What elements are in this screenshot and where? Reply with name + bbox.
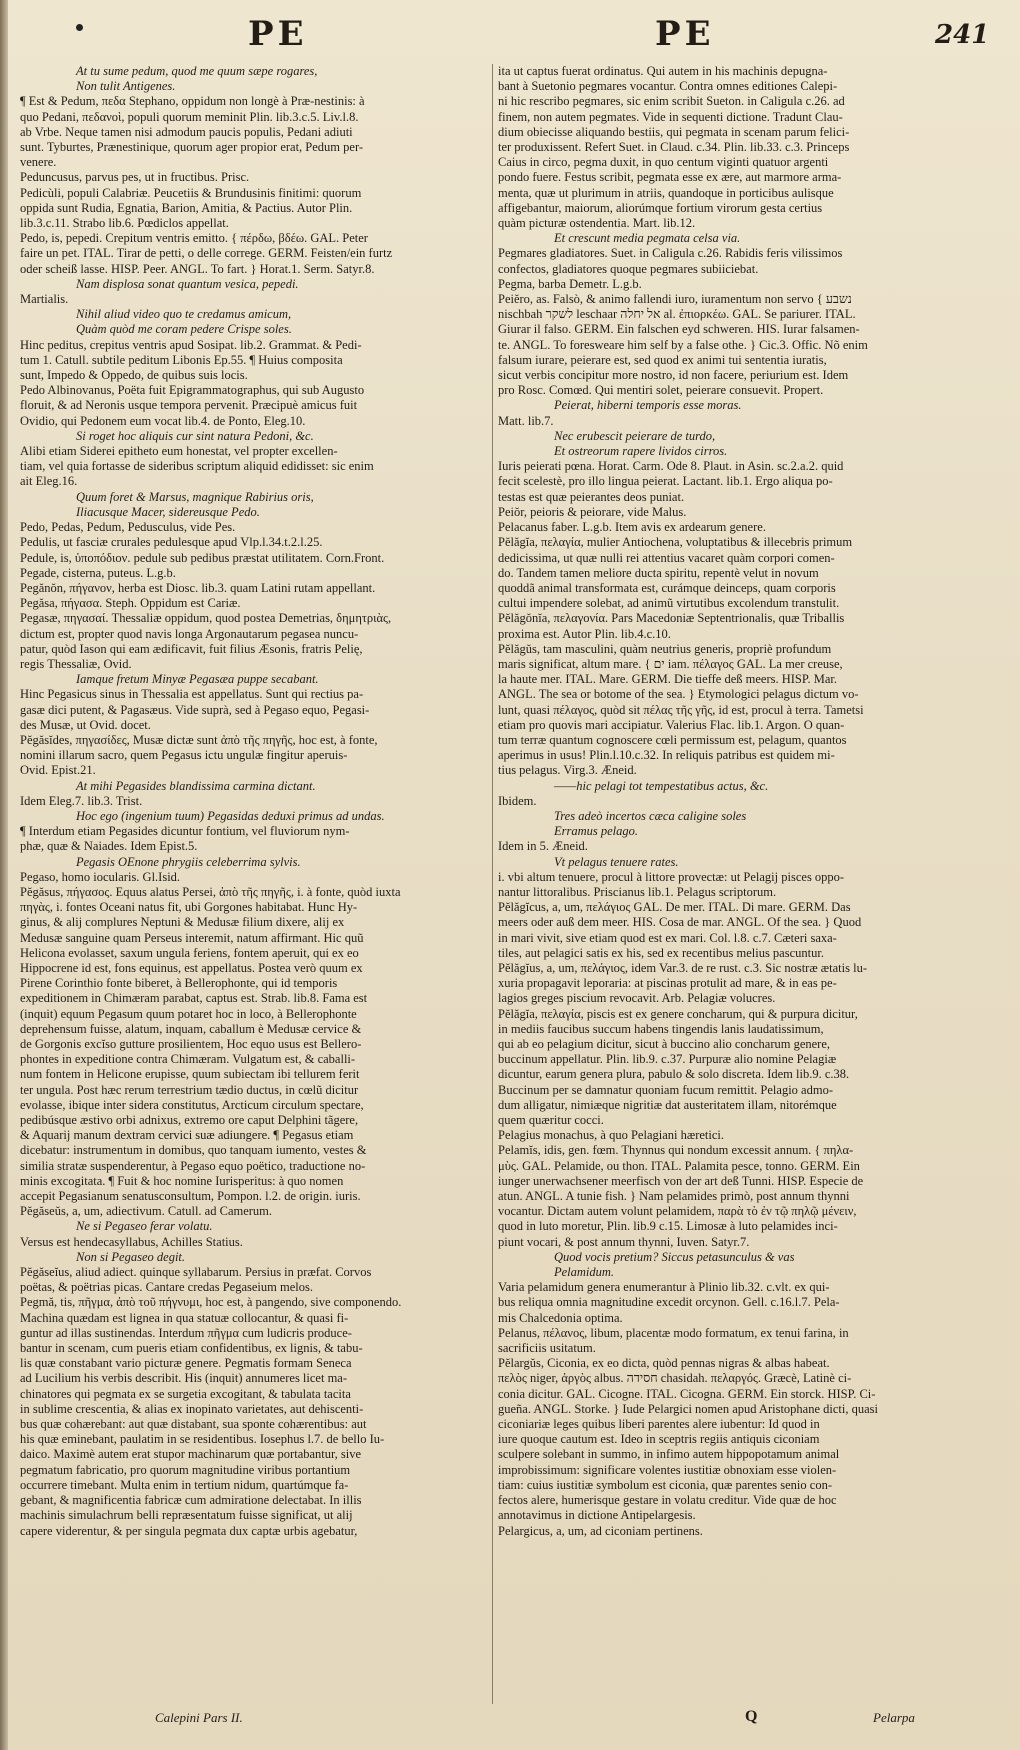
text-line: Pegmares gladiatores. Suet. in Caligula c.26. Rabidis feris vilissimos [498,246,843,261]
text-line: Pirene Corinthio fonte biberet, à Bellerophonte, qui id temporis [20,976,338,991]
text-line: Pĕlăgĭa, πελαγία, piscis est ex genere concharum, qui & purpura dicitur, [498,1006,858,1021]
text-line: sculpere solebant in summo, in infimo autem hippopotamum animal [498,1447,840,1462]
text-line: qui ab eo pelagium dicitur, sicut à buccino alio concharum genere, [498,1037,831,1051]
text-line: μὺς. GAL. Pelamide, ou thon. ITAL. Palamita pesce, tonno. GERM. Ein [498,1158,860,1173]
text-line: Hinc Pegasicus sinus in Thessalia est appellatus. Sunt qui rectius pa- [20,687,364,702]
text-line: confectos, gladiatores quoque pegmares subiiciebat. [498,261,759,276]
text-line: deprehensum fuisse, alatum, inquam, caballum è Medusæ cervice & [20,1021,362,1036]
text-line: regis Thessaliæ, Ovid. [20,656,132,671]
text-line: ANGL. The sea or botome of the sea. } Etymologici pelagus dictum vo- [498,687,859,702]
text-line: Peierat, hiberni temporis esse moras. [554,398,742,413]
book-gutter [0,0,8,1750]
text-line: oder scheiß lasse. HISP. Peer. ANGL. To fart. } Horat.1. Serm. Satyr.8. [20,261,375,276]
text-line: similia stratæ suspenderentur, à Pegaso equo poëtico, traductione no- [20,1158,366,1173]
text-line: Ovid. Epist.21. [20,763,96,778]
text-line: Helicona evolasset, saxum ungula feriens, fontem aperuit, qui ex eo [20,945,359,960]
text-line: πελὸς niger, ἀργὸς albus. חסידה chasidah. πελαργός. Græcè, Latinè ci- [498,1371,852,1386]
text-line: nomini illarum sacro, quem Pegasus ictu ungulæ fingitur aperuis- [20,748,348,763]
text-line: te. ANGL. To foresweare him self by a false othe. } Cic.3. Offic. Nõ enim [498,337,868,352]
text-line: Ibidem. [498,793,537,808]
text-line: quàm picturæ ostendentia. Mart. lib.12. [498,216,696,231]
text-line: patur, quòd Iason qui eam ædificavit, fuit filius Æsonis, fratris Pelię, [20,641,363,656]
text-line: Idem in 5. Æneid. [498,839,588,854]
text-line: in sublime crescentia, & alias ex inopinato varietates, aut dehiscenti- [20,1401,364,1416]
text-line: Pĕlăgĭcus, a, um, πελάγιος GAL. De mer. ITAL. Di mare. GERM. Das [498,900,851,915]
header-ornament-dot [76,24,83,31]
text-line: Matt. lib.7. [498,413,554,428]
text-line: Vt pelagus tenuere rates. [554,854,679,869]
text-line: Pĕlăgŭs, tam masculini, quàm neutrius generis, propriè profundum [498,641,832,656]
text-line: menta, quæ ut plurimum in atriis, quandoque in porticibus aulisque [498,185,834,200]
text-line: pro Rosc. Comœd. Qui mentiri solet, peierare consuevit. Propert. [498,383,824,398]
text-line: conia dicitur. GAL. Cicogne. ITAL. Cicogna. GERM. Ein storck. HISP. Ci- [498,1386,876,1401]
text-line: πηγὰς, i. fontes Oceani natus fit, ubi Gorgones habitabat. Hunc Hy- [20,900,358,915]
text-line: i. vbi altum tenuere, procul à littore provectæ: ut Pelagij pisces oppo- [498,869,845,884]
text-line: fecit scelestè, pro illo lingua peierat. Lactant. lib.1. Ergo aliqua po- [498,474,833,489]
text-line: lunt, quasi πέλαγος, quòd sit πέλας τῆς γῆς, id est, procul à terra. Tametsi [498,702,864,717]
text-line: Peiĕro, as. Falsò, & animo fallendi iuro, iuramentum non servo { נשבע [498,292,852,307]
text-line: minis excogitata. ¶ Fuit & hoc nomine Iurisperitus: à quo nomen [20,1173,344,1188]
text-line: Non tulit Antigenes. [76,79,176,94]
text-line: ab Vrbe. Neque tamen nisi admodum paucis populis, Pedani adiuti [20,124,353,139]
text-line: Pelamidum. [554,1265,615,1280]
text-line: piunt vocari, & post annum thynni, Iuven. Satyr.7. [498,1234,750,1249]
text-line: Pĕlăgĭus, a, um, πελάγιος, idem Var.3. de re rust. c.3. Sic nostræ ætatis lu- [498,960,867,975]
text-line: tiles, aut pelagici satis ex his, sed ex recentibus melius pascuntur. [498,945,824,960]
text-line: tius pelagus. Virg.3. Æneid. [498,763,637,778]
text-line: Pelacanus faber. L.g.b. Item avis ex ardearum genere. [498,520,766,535]
page-number: 241 [935,20,990,50]
text-line: nantur littoralibus. Priscianus lib.1. Pelagus scriptorum. [498,884,777,899]
text-line: Peduncusus, parvus pes, ut in fructibus. Prisc. [20,170,250,185]
text-line: Martialis. [20,292,69,307]
text-line: Pelagius monachus, à quo Pelagiani hæretici. [498,1128,724,1143]
text-line: Et ostreorum rapere lividos cirros. [554,444,728,459]
text-line: Hippocrene id est, fons equinus, est appellatus. Postea verò quum ex [20,960,363,975]
text-line: vocantur. Dictam autem volunt pelamidem, παρὰ τὸ ἐν τῷ πηλῷ μένειν, [498,1204,857,1219]
catchword: Pelarpa [873,1710,915,1725]
right-running-headword: PE [655,14,715,54]
text-line: Erramus pelago. [554,824,639,839]
text-line: Pĕlargŭs, Ciconia, ex eo dicta, quòd pennas nigras & albas habeat. [498,1356,830,1371]
signature-mark: Q [745,1708,758,1725]
text-line: Nec erubescit peierare de turdo, [554,428,716,443]
text-line: Pegăsa, πήγασα. Steph. Oppidum est Cariæ. [20,596,241,611]
text-line: (inquit) equum Pegasum quum potaret hoc in loco, à Bellerophonte [20,1006,357,1021]
text-line: ait Eleg.16. [20,474,78,489]
text-line: Pelargicus, a, um, ad ciconiam pertinens. [498,1523,703,1538]
text-line: gasæ dici putent, & Pagasæus. Vide suprà, sed à Pegaso equo, Pegasi- [20,702,370,717]
text-line: etiam pro quovis mari accipiatur. Valerius Flac. lib.1. Argon. O quan- [498,717,845,732]
text-line: cultui impendere solebat, ad animũ virtutibus excolendum transtulit. [498,596,840,611]
text-line: annotavimus in dictione Antipelargesis. [498,1508,696,1523]
text-line: proxima est. Autor Plin. lib.4.c.10. [498,626,671,641]
text-line: ginus, & alij complures Neptuni & Medusæ filium dixere, alij ex [20,915,345,930]
text-line: bant à Suetonio pegmares vocantur. Contra omnes editiones Calepi- [498,79,838,94]
text-line: Giurar il falso. GERM. Ein falschen eyd schweren. HIS. Iurar falsamen- [498,322,860,337]
text-line: Tres adeò incertos cæca caligine soles [554,808,747,823]
text-line: bantur in scenam, cum pueris etiam confidentibus, ex lignis, & tabu- [20,1341,363,1356]
text-line: dium obiecisse aliquando bestiis, qui pegmata in scenam parum felici- [498,124,850,139]
text-line: At mihi Pegasides blandissima carmina dictant. [76,778,316,793]
text-line: Peiŏr, peioris & peiorare, vide Malus. [498,504,687,519]
text-line: sacrificiis usitatum. [498,1341,596,1356]
text-line: Pedicùli, populi Calabriæ. Peucetiis & Brundusinis finitimi: quorum [20,185,362,200]
text-line: sunt. Tyburtes, Prænestinique, quorum ager propior erat, Pedum per- [20,140,364,155]
text-line: Pegaso, homo iocularis. Gl.Isid. [20,869,181,884]
text-line: Buccinum per se damnatur quoniam fucum remittit. Pelagio admo- [498,1082,833,1097]
text-line: evolasse, ibique inter sidera constitutus, Arcticum circulum spectare, [20,1097,364,1112]
text-line: gebant, & magnificentia fabricæ cum admiratione delectabat. In illis [20,1493,362,1508]
text-line: Machina quædam est lignea in qua statuæ collocantur, & quasi fi- [20,1310,349,1325]
text-line: occurrere timebant. Multa enim in tertium nidum, quartúmque fa- [20,1477,349,1492]
text-line: lagios greges piscium revocavit. Arb. Pelagiæ volucres. [498,991,776,1006]
text-line: ¶ Est & Pedum, πεδα Stephano, oppidum non longè à Præ-nestinis: à [20,94,365,109]
text-line: testas est quæ peierantes deos puniat. [498,489,685,504]
text-line: venere. [20,155,57,170]
text-line: Medusæ sanguine quam Perseus interemit, natum affirmant. Hic quũ [20,930,364,945]
text-line: faire un pet. ITAL. Tirar de petti, o delle correge. GERM. Feisten/ein furtz [20,246,393,261]
text-line: de Gorgonis excĭso gutture prosilientem, Hoc equo usus est Bellero- [20,1037,362,1051]
text-line: capere viderentur, & per singula pegmata dux captæ urbis agebatur, [20,1523,358,1538]
text-line: sicut verbis concipitur more nostro, id non facere, periurium est. Idem [498,368,849,383]
text-line: dictum est, propter quod navis longa Argonautarum pegasea nuncu- [20,626,359,641]
text-line: ad Lucilium his verbis describit. His (inquit) annumeres licet ma- [20,1371,348,1386]
text-line: dicuntur, earum genera plura, pabulo & solo discreta. Idem lib.9. c.38. [498,1067,850,1082]
text-line: phontes in expeditione contra Chimæram. Vulgatum est, & caballi- [20,1052,356,1067]
text-line: phæ, quæ & Naiades. Idem Epist.5. [20,839,198,854]
text-line: mis Chalcedonia optima. [498,1310,623,1325]
text-line: guntur ad illas sustinendas. Interdum πῆγμα cum ludicris produce- [20,1325,352,1340]
text-line: Pedo, is, pepedi. Crepitum ventris emitto. { πέρδω, βδέω. GAL. Peter [20,231,368,246]
text-line: Non si Pegaseo degit. [76,1249,186,1264]
text-line: in mediis faucibus succum habens tingendis lanis laudatissimum, [498,1021,824,1036]
text-line: pegmatum fabricatio, pro quorum magnitudine viribus portantium [20,1462,351,1477]
text-line: Iamque fretum Minyæ Pegasæa puppe secabant. [76,672,319,687]
text-line: la haute mer. ITAL. Mare. GERM. Die tieffe deß meers. HISP. Mar. [498,672,837,687]
text-line: Quum foret & Marsus, magnique Rabirius oris, [76,489,314,504]
text-line: Ovidio, qui Pedonem eum vocat lib.4. de Ponto, Eleg.10. [20,413,306,428]
text-line: poëtas, & poëtrias picas. Cantare credas Pegaseium melos. [20,1280,313,1295]
text-line: aperimus in usus! Plin.l.10.c.32. In reliquis patribus est quidem mi- [498,748,835,763]
text-line: atun. ANGL. A tunie fish. } Nam pelamides primò, post annum thynni [498,1189,850,1204]
text-line: ita ut captus fuerat ordinatus. Qui autem in his machinis depugna- [498,64,828,78]
column-divider [492,64,493,1704]
text-line: ter ungula. Post hæc rerum terrestrium tædio ductus, in cœlũ dicitur [20,1082,359,1097]
text-line: quem quæritur cocci. [498,1113,604,1128]
text-line: Quàm quòd me coram pedere Crispe soles. [76,322,292,337]
right-text-column [498,64,988,1704]
text-line: Alibi etiam Siderei epitheto eum honestat, vel propter excellen- [20,444,338,459]
text-line: Pĕlăgŏnĭa, πελαγονία. Pars Macedoniæ Septentrionalis, quæ Triballis [498,611,845,626]
text-line: improbissimum: significare volentes iustitiæ obnoxiam esse violen- [498,1462,837,1477]
text-line: Pĕlăgĭa, πελαγία, mulier Antiochena, voluptatibus & illecebris primum [498,535,853,550]
text-line: Pegănŏn, πήγανον, herba est Diosc. lib.3. quam Latini rutam appellant. [20,580,376,595]
text-line: meers oder auß dem meer. HIS. Cosa de mar. ANGL. Of the sea. } Quod [498,915,862,930]
text-line: maris significat, altum mare. { ים iam. πέλαγος GAL. La mer creuse, [498,656,843,671]
text-line: tiam: cuius iustitiæ symbolum est ciconia, quæ parentes senio con- [498,1477,832,1492]
text-line: Hoc ego (ingenium tuum) Pegasidas deduxi primus ad undas. [76,808,385,823]
text-line: ——hic pelagi tot tempestatibus actus, &c. [554,778,769,793]
text-line: Pegasis OEnone phrygiis celeberrima sylvis. [76,854,301,869]
text-line: sunt, Impedo & Oppedo, de quibus suis locis. [20,368,248,383]
text-line: pondo fuere. Festus scribit, pegmata esse ex ære, aut marmore arma- [498,170,842,185]
text-line: Pedo, Pedas, Pedum, Pedusculus, vide Pes. [20,520,236,535]
text-line: Pegade, cisterna, puteus. L.g.b. [20,565,176,580]
text-line: bus reliqua omnia magnitudine excedit orcynon. Gell. c.16.l.7. Pela- [498,1295,840,1310]
text-line: num fontem in Helicone erupisse, quum subiectam ibi tellurem ferit [20,1067,360,1082]
text-line: Idem Eleg.7. lib.3. Trist. [20,793,143,808]
text-line: Caius in circo, pegma duxit, in quo centum viginti quatuor argenti [498,155,829,170]
text-line: Pĕgăsus, πήγασος. Equus alatus Persei, ἀπὸ τῆς πηγῆς, i. à fonte, quòd iuxta [20,884,401,899]
text-line: daico. Maximè autem erat stupor machinarum quæ portabantur, sive [20,1447,362,1462]
text-line: Et crescunt media pegmata celsa via. [554,231,741,246]
text-line: Si roget hoc aliquis cur sint natura Pedoni, &c. [76,428,314,443]
text-line: Pĕgăseĭus, aliud adiect. quinque syllabarum. Persius in præfat. Corvos [20,1265,372,1280]
text-line: bus quæ cohærebant: aut quæ distabant, sua sponte cohærentibus: aut [20,1417,367,1432]
text-line: quoddã animal transformata est, curámque deinceps, quam corporis [498,580,836,595]
text-line: accepit Pegasianum senatusconsultum, Pompon. l.2. de origin. iuris. [20,1189,361,1204]
text-line: Versus est hendecasyllabus, Achilles Statius. [20,1234,243,1249]
text-line: Pedule, is, ὑποπόδιον. pedule sub pedibus præstat utilitatem. Corn.Front. [20,550,385,565]
text-line: dedicissima, ut quæ nulli rei attentius vacaret quàm corpori comen- [498,550,835,565]
text-line: his quæ eminebant, paulatim in se residentibus. Iosephus l.7. de bello Iu- [20,1432,385,1447]
text-line: gueña. ANGL. Storke. } Iude Pelargici nomen apud Aristophane dicti, quasi [498,1401,878,1416]
text-line: affigebantur, maiorum, aliorúmque fortium virorum gesta certius [498,200,823,215]
text-line: buccinum appellatur. Plin. lib.9. c.37. Purpuræ alio nomine Pelagiæ [498,1052,837,1067]
text-line: tum terræ quantum cognoscere cœli permissum est, pelagum, quantos [498,732,847,747]
text-line: Quod vocis pretium? Siccus petasunculus & vas [554,1249,795,1264]
text-line: expeditionem in Chimæram parabat, captus est. Strab. lib.8. Fama est [20,991,368,1006]
text-line: Pegmă, tis, πῆγμα, ἀπὸ τοῦ πήγνυμι, hoc est, à pangendo, sive componendo. [20,1295,402,1310]
text-line: Nam displosa sonat quantum vesica, pepedi. [76,276,299,291]
text-line: Varia pelamidum genera enumerantur à Plinio lib.32. c.vlt. ex qui- [498,1280,830,1295]
text-line: des Musæ, ut Ovid. docet. [20,717,151,732]
text-line: Pegma, barba Demetr. L.g.b. [498,276,642,291]
text-line: floruit, & ad Neronis usque tempora pervenit. Præcipuè amicus fuit [20,398,358,413]
text-line: quod in luto moretur, Plin. lib.9 c.15. Limosæ à luto pelamides inci- [498,1219,838,1234]
text-line: falsum iurare, peierare est, sed quod ex animi tui sententia iuratis, [498,352,827,367]
text-line: chinatores qui pegmata ex se surgetia excogitant, & tabulata tacita [20,1386,351,1401]
text-line: Pelamĭs, idis, gen. fœm. Thynnus qui nondum excessit annum. { πηλα- [498,1143,854,1158]
text-line: oppida sunt Rudia, Egnatia, Barion, Amitia, & Pactius. Autor Plin. [20,200,353,215]
left-text-column [20,64,490,1704]
page-footer [0,1708,1020,1738]
text-line: tum 1. Catull. subtile peditum Libonis Ep.55. ¶ Huius composita [20,352,343,367]
text-line: lib.3.c.11. Strabo lib.6. Pœdiclos appellat. [20,216,229,231]
text-line: nischbah לשקר leschaar אל יחלה al. ἐπιορκέω. GAL. Se pariurer. ITAL. [498,307,856,322]
left-running-headword: PE [248,14,308,54]
text-line: fectos alere, humerisque gestare in volatu creditur. Vide quæ de hoc [498,1493,837,1508]
text-line: Iliacusque Macer, sidereusque Pedo. [76,504,260,519]
text-line: ¶ Interdum etiam Pegasides dicuntur fontium, vel fluviorum nym- [20,824,350,839]
text-line: Pĕgăseŭs, a, um, adiectivum. Catull. ad Camerum. [20,1204,273,1219]
text-line: Nihil aliud video quo te credamus amicum, [76,307,292,322]
text-line: dum alligatur, nimiæque nigritiæ dat austeritatem illam, nitorémque [498,1097,837,1112]
text-line: lis quæ constabant vario picturæ genere. Pegmatis formam Seneca [20,1356,352,1371]
text-line: & Aquarij manum dextram cervici suæ adiungere. ¶ Pegasus etiam [20,1128,354,1143]
text-line: finem, non autem pegmates. Vide in sequenti dictione. Tradunt Clau- [498,109,843,124]
text-line: dicebatur: instrumentum in domibus, quo tanquam iumento, vestes & [20,1143,367,1158]
page-header [0,14,1020,58]
text-line: tiam, vel quia fortasse de sideribus scriptum aliquid edidisset: sic enim [20,459,374,474]
text-line: Iuris peierati pœna. Horat. Carm. Ode 8. Plaut. in Asin. sc.2.a.2. quid [498,459,844,474]
text-line: in mari vivit, sive etiam quod est ex mari. Col. l.8. c.7. Cæteri saxa- [498,930,837,945]
text-line: Pedulis, ut fasciæ crurales pedulesque apud Vlp.l.34.t.2.l.25. [20,535,323,550]
text-line: iure quoque cautum est. Ideo in sceptris regiis antiquis ciconiam [498,1432,820,1447]
text-line: machinis simulachrum belli repræsentatum fuisse significat, ut alij [20,1508,353,1523]
text-line: Pĕgăsĭdes, πηγασίδες, Musæ dictæ sunt ἀπὸ τῆς πηγῆς, hoc est, à fonte, [20,732,378,747]
text-line: Pedo Albinovanus, Poëta fuit Epigrammatographus, qui sub Augusto [20,383,365,398]
text-line: quo Pedani, πεδανοὶ, populi quorum meminit Plin. lib.3.c.5. Liv.l.8. [20,109,359,124]
text-line: Pelanus, πέλανος, libum, placentæ modo formatum, ex tenui farina, in [498,1325,849,1340]
text-line: xuria propagavit leporaria: at piscinas protulit ad mare, & in eas pe- [498,976,837,991]
text-line: Hinc peditus, crepitus ventris apud Sosipat. lib.2. Grammat. & Pedi- [20,337,362,352]
text-line: iunger unerwachsener meerfisch von der art deß Tunni. HISP. Especie de [498,1173,864,1188]
printer-signature: Calepini Pars II. [155,1710,243,1725]
text-line: ni hic rescribo pegmares, sic enim scribit Sueton. in Caligula c.26. ad [498,94,845,109]
text-line: pedibúsque æstivo orbi adnixus, extremo ore caput Delphini tãgere, [20,1113,359,1128]
text-line: Ne si Pegaseo ferar volatu. [76,1219,213,1234]
text-line: At tu sume pedum, quod me quum sæpe rogares, [76,64,318,78]
text-line: do. Tandem tamen meliore ducta spiritu, repentè velut in novum [498,565,819,580]
text-line: Pegasæ, πηγασαί. Thessaliæ oppidum, quod postea Demetrias, δημητριὰς, [20,611,392,626]
text-line: ciconiariæ leges quibus liberi parentes alere iubentur: Id quod in [498,1417,820,1432]
text-line: ter produxissent. Refert Suet. in Claud. c.34. Plin. lib.33. c.3. Princeps [498,140,850,155]
